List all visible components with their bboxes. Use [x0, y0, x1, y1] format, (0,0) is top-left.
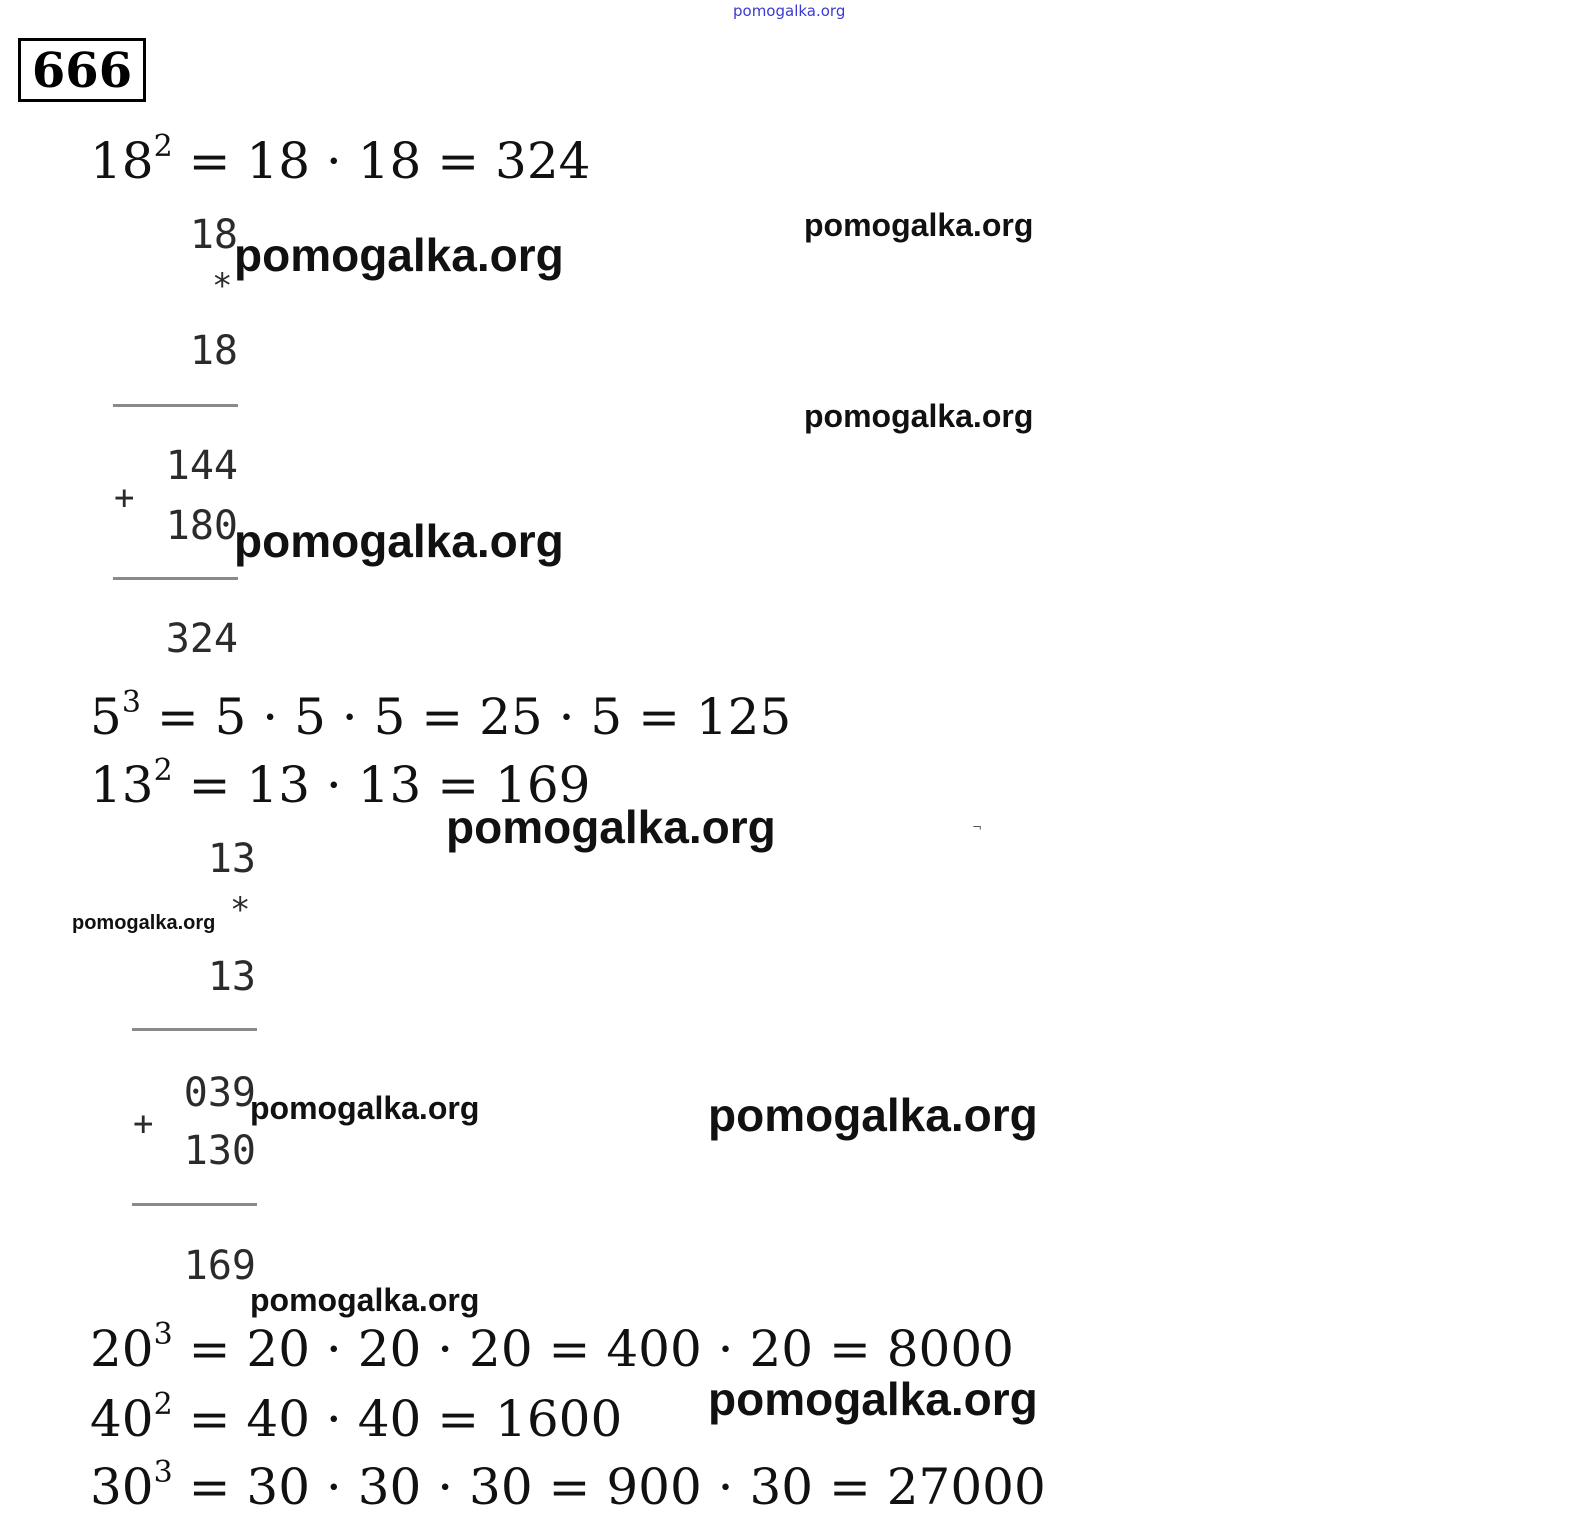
watermark: pomogalka.org — [72, 912, 216, 934]
stray-mark: ¬ — [972, 820, 983, 834]
equation-exponent: 2 — [153, 753, 173, 788]
column2-factor1: 13 — [207, 836, 256, 882]
column2-rule-1 — [132, 1028, 257, 1031]
problem-number: 666 — [18, 38, 146, 102]
column1-partial2: 180 — [165, 503, 238, 549]
column2-plus-sign: + — [133, 1104, 154, 1144]
equation-6 — [90, 1455, 1046, 1516]
equation-base: 30 — [90, 1458, 154, 1516]
column1-rule-2 — [113, 577, 238, 580]
equation-exponent: 3 — [121, 685, 141, 720]
equation-base: 13 — [90, 756, 154, 814]
equation-4 — [90, 1317, 1014, 1378]
watermark: pomogalka.org — [804, 398, 1034, 434]
equation-exponent: 3 — [153, 1317, 173, 1352]
equation-exponent: 2 — [153, 1387, 173, 1422]
equation-rhs: = 13 · 13 = 169 — [188, 756, 591, 814]
equation-rhs: = 18 · 18 = 324 — [188, 132, 591, 190]
column1-plus-sign: + — [114, 478, 135, 518]
watermark: pomogalka.org — [234, 229, 564, 281]
equation-base: 20 — [90, 1320, 154, 1378]
equation-exponent: 2 — [153, 129, 173, 164]
equation-base: 18 — [90, 132, 154, 190]
equation-rhs: = 30 · 30 · 30 = 900 · 30 = 27000 — [188, 1458, 1046, 1516]
equation-rhs: = 20 · 20 · 20 = 400 · 20 = 8000 — [188, 1320, 1014, 1378]
column2-rule-2 — [132, 1203, 257, 1206]
column2-result: 169 — [183, 1243, 256, 1289]
equation-exponent: 3 — [153, 1455, 173, 1490]
watermark: pomogalka.org — [804, 207, 1034, 243]
equation-1 — [90, 129, 591, 190]
watermark: pomogalka.org — [234, 515, 564, 567]
equation-2 — [90, 685, 792, 746]
equation-rhs: = 40 · 40 = 1600 — [188, 1390, 623, 1448]
equation-base: 40 — [90, 1390, 154, 1448]
column2-partial1: 039 — [183, 1070, 256, 1116]
watermark: pomogalka.org — [446, 801, 776, 853]
column2-factor2: 13 — [207, 954, 256, 1000]
watermark: pomogalka.org — [250, 1090, 480, 1126]
site-watermark-top: pomogalka.org — [733, 2, 846, 20]
column2-partial2: 130 — [183, 1128, 256, 1174]
equation-base: 5 — [90, 688, 122, 746]
column1-partial1: 144 — [165, 443, 238, 489]
watermark: pomogalka.org — [250, 1282, 480, 1318]
equation-5 — [90, 1387, 623, 1448]
watermark: pomogalka.org — [708, 1089, 1038, 1141]
column1-result: 324 — [165, 616, 238, 662]
column1-factor2: 18 — [189, 328, 238, 374]
column1-times-sign: * — [212, 266, 233, 306]
watermark: pomogalka.org — [708, 1373, 1038, 1425]
equation-rhs: = 5 · 5 · 5 = 25 · 5 = 125 — [156, 688, 792, 746]
column1-factor1: 18 — [189, 212, 238, 258]
column1-rule-1 — [113, 404, 238, 407]
column2-times-sign: * — [230, 890, 251, 930]
